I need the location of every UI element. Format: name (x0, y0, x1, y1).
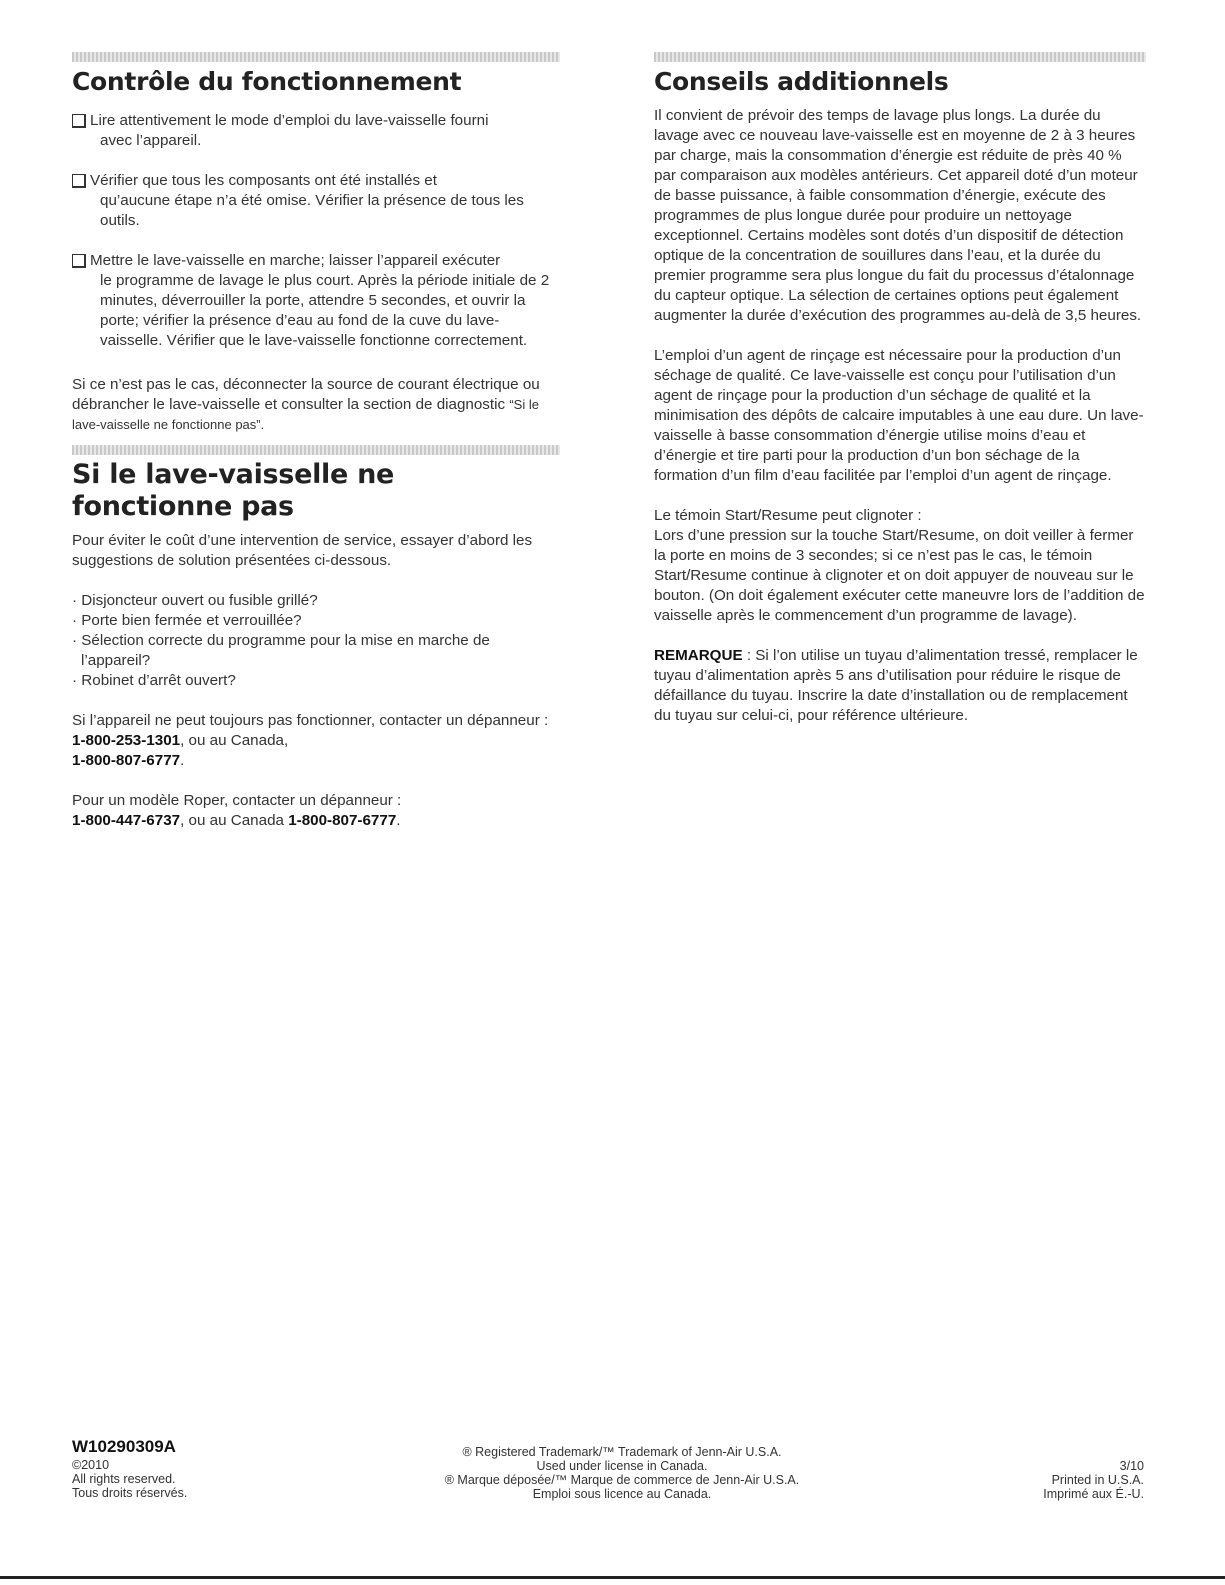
contact-text: , ou au Canada, (180, 732, 289, 749)
contact-paragraph (72, 711, 560, 771)
section-title-conseils: Conseils additionnels (654, 67, 949, 96)
section-divider (72, 445, 560, 455)
checkbox-icon (72, 174, 86, 188)
checklist-item (72, 111, 560, 151)
section-title-controle: Contrôle du fonctionnement (72, 67, 462, 96)
paragraph-start-resume: Lors d’une pression sur la touche Start/Resume, on doit veiller à fermer la porte en moins de 3 secondes; si ce n’est pas le cas, le témoin Start/Resume continue à clignoter et on doit appuyer de nouveau sur le bouton. (On doit également exécuter cette maneuvre lors de l’addition de vaisselle après le commencement d’un programme de lavage). (654, 527, 1145, 624)
paragraph-rinse-agent: L’emploi d’un agent de rinçage est nécessaire pour la production d’un séchage de qualité. Ce lave-vaisselle est conçu pour l’utilisation d’un agent de rinçage pour la production d’un séchage de qualité et la minimisation des dépôts de calcaire imputables à une eau dure. Un lave-vaisselle à basse consommation d’énergie utilise moins d’eau et d’énergie et tire parti pour la production d’un bon séchage de la formation d’un film d’eau facilitée par l’emploi d’un agent de rinçage. (654, 347, 1144, 484)
trademark-fr: ® Marque déposée/™ Marque de commerce de Jenn-Air U.S.A. (444, 1473, 800, 1487)
paragraph-wash-time: Il convient de prévoir des temps de lavage plus longs. La durée du lavage avec ce nouveau lave-vaisselle est en moyenne de 2 à 3 heures par charge, mais la consommation d’énergie est réduite de près 40 % par comparaison aux modèles antérieurs. Cet appareil doté d’un moteur de basse puissance, à faible consommation d’énergie, exécute des programmes de plus longue durée pour produire un nettoyage exceptionnel. Certains modèles sont dotés d’un dispositif de détection optique de la concentration de souillures dans l’eau, et la durée du premier programme sera plus longue du fait du processus d’étalonnage du capteur optique. La sélection de certaines options peut également augmenter la durée d’exécution des programmes au-delà de 3,5 heures. (654, 107, 1142, 324)
section-title-troubleshoot: Si le lave-vaisselle ne fonctionne pas (72, 459, 395, 522)
footer-trademark (362, 1445, 882, 1501)
printed-fr: Imprimé aux É.-U. (1043, 1487, 1144, 1501)
checkbox-icon (72, 114, 86, 128)
checklist-item-text: qu’aucune étape n’a été omise. Vérifier la présence de tous les outils. (100, 192, 524, 229)
document-code: W10290309A (72, 1437, 176, 1456)
list-item: · Sélection correcte du programme pour la mise en marche de l’appareil? (72, 631, 560, 671)
contact-text: . (396, 812, 401, 829)
troubleshoot-list (72, 591, 560, 691)
diagnostic-note (72, 375, 560, 435)
left-column (72, 52, 560, 851)
footer-copyright (72, 1458, 187, 1500)
checklist-item-text: le programme de lavage le plus court. Après la période initiale de 2 minutes, déverrouiller la porte, attendre 5 secondes, et ouvrir la porte; vérifier la présence d’eau au fond de la cuve du lave-vaisselle. Vérifier que le lave-vaisselle fonctionne correctement. (100, 272, 550, 349)
phone-number-us: 1-800-253-1301 (72, 732, 181, 749)
remarque-label: REMARQUE (654, 647, 743, 664)
section-divider (72, 52, 560, 62)
checkbox-icon (72, 254, 86, 268)
phone-number-us: 1-800-447-6737 (72, 812, 181, 829)
contact-text: Si l’appareil ne peut toujours pas fonctionner, contacter un dépanneur : (72, 712, 549, 729)
checklist-item (72, 171, 560, 231)
remarque-note (654, 646, 1146, 726)
license-en: Used under license in Canada. (536, 1459, 708, 1473)
footer-print-info (1043, 1459, 1144, 1501)
remarque-text: : Si l’on utilise un tuyau d’alimentation tressé, remplacer le tuyau d’alimentation après 5 ans d’utilisation pour réduire le risque de défaillance du tuyau. Inscrire la date d’installation ou de remplacement du tuyau sur celui-ci, pour référence ultérieure. (654, 647, 1138, 724)
paragraph-start-resume-heading: Le témoin Start/Resume peut clignoter : (654, 507, 922, 524)
phone-number-canada: 1-800-807-6777 (288, 812, 397, 829)
troubleshoot-intro: Pour éviter le coût d’une intervention de service, essayer d’abord les suggestions de solution présentées ci-dessous. (72, 532, 533, 569)
right-column (654, 52, 1146, 746)
contact-text: , ou au Canada (180, 812, 289, 829)
phone-number-canada: 1-800-807-6777 (72, 752, 181, 769)
rights-en: All rights reserved. (72, 1472, 176, 1486)
list-item: · Robinet d’arrêt ouvert? (72, 671, 560, 691)
contact-text: Pour un modèle Roper, contacter un dépanneur : (72, 792, 402, 809)
contact-text: . (180, 752, 185, 769)
checklist-item-text: Vérifier que tous les composants ont été installés et (90, 172, 437, 189)
print-date: 3/10 (1119, 1459, 1144, 1473)
page-bottom-border (0, 1576, 1225, 1579)
checklist-item-text: Lire attentivement le mode d’emploi du lave-vaisselle fourni (90, 112, 489, 129)
roper-contact-paragraph (72, 791, 560, 831)
checklist-item-text: avec l’appareil. (100, 132, 202, 149)
copyright-year: ©2010 (72, 1458, 110, 1472)
checklist-item-text: Mettre le lave-vaisselle en marche; laisser l’appareil exécuter (90, 252, 501, 269)
diagnostic-note-text: Si ce n’est pas le cas, déconnecter la source de courant électrique ou débrancher le lave-vaisselle et consulter la section de diagnostic (72, 376, 540, 413)
page-footer (72, 1437, 1144, 1517)
list-item: · Disjoncteur ouvert ou fusible grillé? (72, 591, 560, 611)
checklist-item (72, 251, 560, 351)
license-fr: Emploi sous licence au Canada. (532, 1487, 712, 1501)
rights-fr: Tous droits réservés. (72, 1486, 188, 1500)
section-divider (654, 52, 1146, 62)
list-item: · Porte bien fermée et verrouillée? (72, 611, 560, 631)
trademark-en: ® Registered Trademark/™ Trademark of Jenn-Air U.S.A. (462, 1445, 782, 1459)
printed-en: Printed in U.S.A. (1051, 1473, 1144, 1487)
diagnostic-note-ref: “Si le lave-vaisselle ne fonctionne pas”. (72, 397, 539, 432)
